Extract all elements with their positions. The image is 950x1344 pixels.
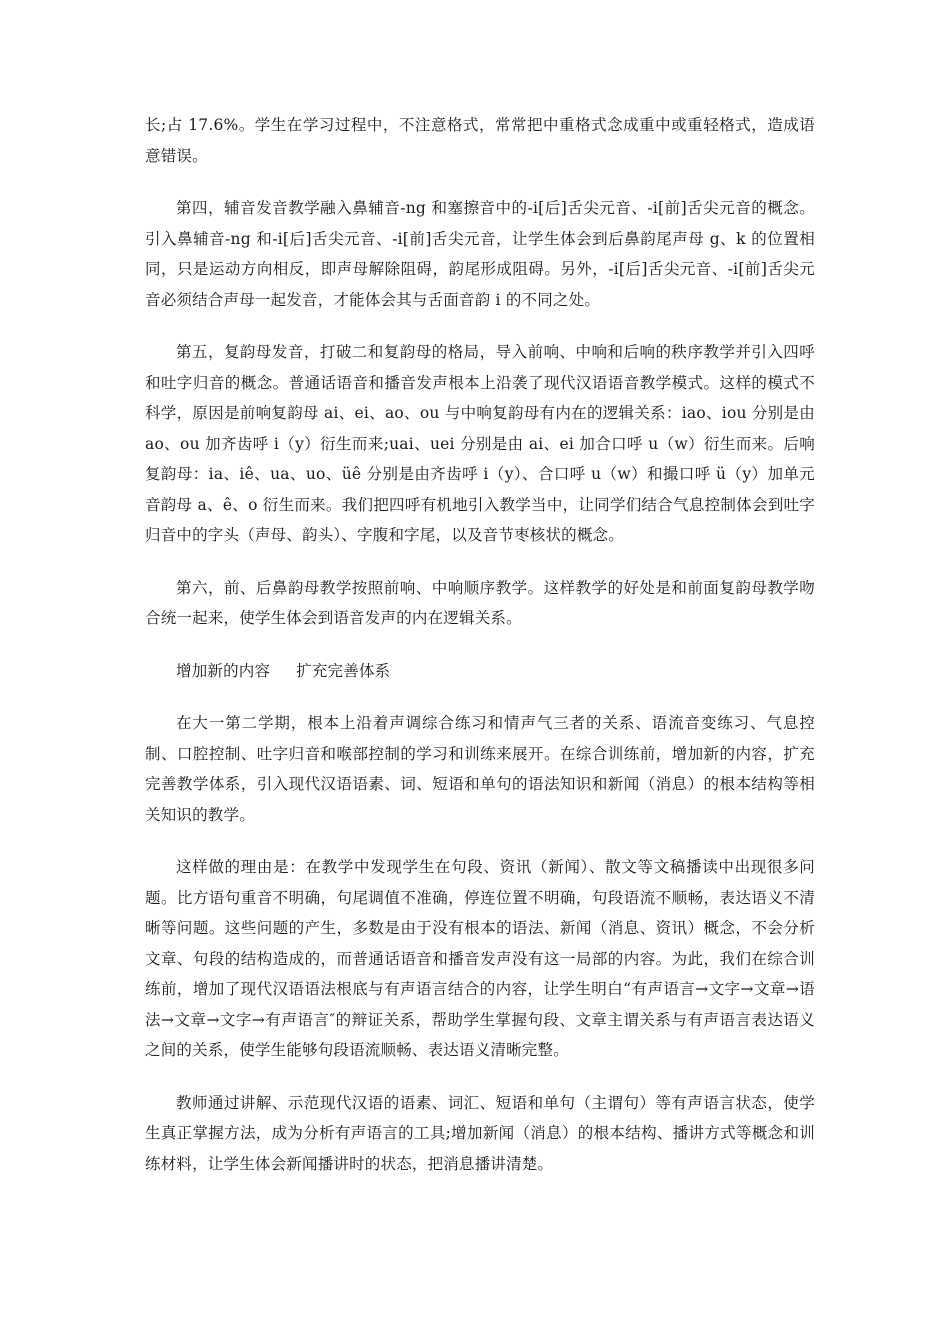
paragraph-continuation: 长;占 17.6%。学生在学习过程中，不注意格式，常常把中重格式念成重中或重轻格式，造成语意错误。: [145, 116, 815, 165]
section-heading: 增加新的内容 扩充完善体系: [176, 661, 391, 680]
paragraph-second-semester: 在大一第二学期，根本上沿着声调综合练习和情声气三者的关系、语流音变练习、气息控制、口腔控制、吐字归音和喉部控制的学习和训练来展开。在综合训练前，增加新的内容，扩充完善教学体系，引入现代汉语语素、词、短语和单句的语法知识和新闻（消息）的根本结构等相关知识的教学。: [145, 714, 815, 824]
paragraph-point-six: 第六，前、后鼻韵母教学按照前响、中响顺序教学。这样教学的好处是和前面复韵母教学吻合统一起来，使学生体会到语音发声的内在逻辑关系。: [145, 578, 815, 627]
paragraph-point-five: 第五，复韵母发音，打破二和复韵母的格局，导入前响、中响和后响的秩序教学并引入四呼和吐字归音的概念。普通话语音和播音发声根本上沿袭了现代汉语语音教学模式。这样的模式不科学，原因是前响复韵母 ai、ei、ao、ou 与中响复韵母有内在的逻辑关系：iao、iou 分别是由 ao、ou 加齐齿呼 i（y）衍生而来;uai、uei 分别是由 ai、ei 加合口呼 u（w）衍生而来。后响复韵母：ia、iê、ua、uo、üê 分别是由齐齿呼 i（y）、合口呼 u（w）和撮口呼 ü（y）加单元音韵母 a、ê、o 衍生而来。我们把四呼有机地引入教学当中，让同学们结合气息控制体会到吐字归音中的字头（声母、韵头）、字腹和字尾，以及音节枣核状的概念。: [145, 343, 815, 544]
paragraph-point-four: 第四，辅音发音教学融入鼻辅音-ng 和塞擦音中的-i[后]舌尖元音、-i[前]舌尖元音的概念。引入鼻辅音-ng 和-i[后]舌尖元音、-i[前]舌尖元音，让学生体会到后鼻韵尾声母 g、k 的位置相同，只是运动方向相反，即声母解除阻碍，韵尾形成阻碍。另外，-i[后]舌尖元音、-i[前]舌尖元音必须结合声母一起发音，才能体会其与舌面音韵 i 的不同之处。: [145, 199, 815, 309]
document-body: [145, 110, 815, 1201]
paragraph-rationale: 这样做的理由是：在教学中发现学生在句段、资讯（新闻）、散文等文稿播读中出现很多问题。比方语句重音不明确，句尾调值不准确，停连位置不明确，句段语流不顺畅，表达语义不清晰等问题。这些问题的产生，多数是由于没有根本的语法、新闻（消息、资讯）概念，不会分析文章、句段的结构造成的，而普通话语音和播音发声没有这一局部的内容。为此，我们在综合训练前，增加了现代汉语语法根底与有声语言结合的内容，让学生明白“有声语言→文字→文章→语法→文章→文字→有声语言″的辩证关系，帮助学生掌握句段、文章主谓关系与有声语言表达语义之间的关系，使学生能够句段语流顺畅、表达语义清晰完整。: [145, 858, 815, 1059]
paragraph-teacher-method: 教师通过讲解、示范现代汉语的语素、词汇、短语和单句（主谓句）等有声语言状态，使学生真正掌握方法，成为分析有声语言的工具;增加新闻（消息）的根本结构、播讲方式等概念和训练材料，让学生体会新闻播讲时的状态，把消息播讲清楚。: [145, 1093, 815, 1173]
